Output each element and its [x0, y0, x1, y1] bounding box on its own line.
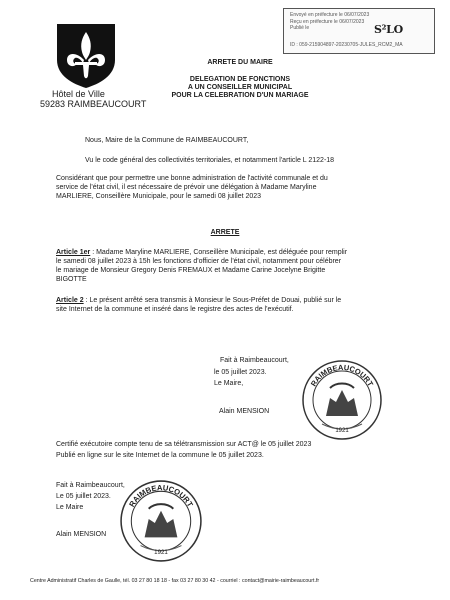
stamp-number: S²LO [374, 23, 403, 36]
article-2-line-2: site Internet de la commune et inséré dans le registre des actes de l'exécutif. [56, 306, 294, 313]
document-subtitle-3: POUR LA CELEBRATION D'UN MARIAGE [171, 92, 309, 99]
document-title: ARRETE DU MAIRE [207, 59, 273, 66]
vu-line: Vu le code général des collectivités territoriales, et notamment l'article L 2122-18 [85, 157, 335, 164]
article-1-line-1 [56, 248, 347, 257]
considerant-line-2: service de l'état civil, il est nécessaire de prévoir une délégation à Madame Maryline [56, 184, 317, 191]
signature-2-role: Le Maire [56, 504, 84, 511]
article-1-line-3: le mariage de Monsieur Gregory Denis FREMAUX et Madame Carine Jocelyne Brigitte [56, 267, 326, 274]
signature-1-name: Alain MENSION [219, 408, 270, 415]
arrete-heading: ARRETE [210, 229, 240, 236]
signature-2-date: Le 05 juillet 2023. [56, 493, 111, 500]
considerant-line-1: Considérant que pour permettre une bonne administration de l'activité communale et du [56, 175, 328, 182]
article-1-label: Article 1er [56, 249, 91, 256]
reception-stamp [283, 8, 435, 54]
stamp-line-sent: Envoyé en préfecture le 06/07/2023 [290, 12, 370, 18]
signature-1-place: Fait à Raimbeaucourt, [220, 357, 289, 364]
article-2-text: : Le présent arrêté sera transmis à Monsieur le Sous-Préfet de Douai, publié sur le [83, 297, 342, 304]
seal-2-year: 1921 [154, 548, 168, 556]
seal-2-text: RAIMBEAUCOURT [127, 483, 195, 509]
signature-1-date: le 05 juillet 2023. [214, 369, 267, 376]
certification-line-2: Publié en ligne sur le site Internet de la commune le 05 juillet 2023. [56, 452, 264, 459]
stamp-line-published: Publié le [290, 25, 310, 31]
official-seal-2-icon [118, 478, 204, 564]
signature-2-place: Fait à Raimbeaucourt, [56, 482, 125, 489]
town-address: 59283 RAIMBEAUCOURT [40, 99, 147, 109]
considerant-line-3: MARLIERE, Conseillère Municipale, pour le samedi 08 juillet 2023 [56, 193, 262, 200]
official-seal-1-icon [300, 358, 384, 442]
article-1-text: : Madame Maryline MARLIERE, Conseillère Municipale, est déléguée pour remplir [90, 249, 348, 256]
fleur-de-lis-crest-icon [55, 22, 117, 90]
seal-1-text: RAIMBEAUCOURT [308, 362, 376, 388]
document-subtitle-1: DELEGATION DE FONCTIONS [189, 76, 291, 83]
signature-2-name: Alain MENSION [56, 531, 107, 538]
intro-line: Nous, Maire de la Commune de RAIMBEAUCOURT, [85, 137, 249, 144]
stamp-line-id: ID : 059-215904897-20230705-JULES_RCM2_MA [290, 41, 403, 48]
certification-line-1: Certifié exécutoire compte tenu de sa télétransmission sur ACT@ le 05 juillet 2023 [56, 441, 312, 448]
town-hall-label: Hôtel de Ville [52, 89, 105, 99]
seal-1-year: 1921 [335, 428, 349, 434]
article-1-line-4: BIGOTTE [56, 276, 87, 283]
article-1-line-2: le samedi 08 juillet 2023 à 15h les fonctions d'officier de l'état civil, notamment pour célébrer [56, 258, 342, 265]
signature-1-role: Le Maire, [214, 380, 244, 387]
stamp-line-received: Reçu en préfecture le 06/07/2023 [290, 18, 365, 25]
article-2-line-1 [56, 296, 341, 305]
article-2-label: Article 2 [56, 297, 84, 304]
footer-contact: Centre Administratif Charles de Gaulle, tél. 03 27 80 18 18 - fax 03 27 80 30 42 - courriel : contact@mairie-raimbeaucourt.fr [30, 578, 320, 584]
document-subtitle-2: A UN CONSEILLER MUNICIPAL [187, 84, 293, 91]
